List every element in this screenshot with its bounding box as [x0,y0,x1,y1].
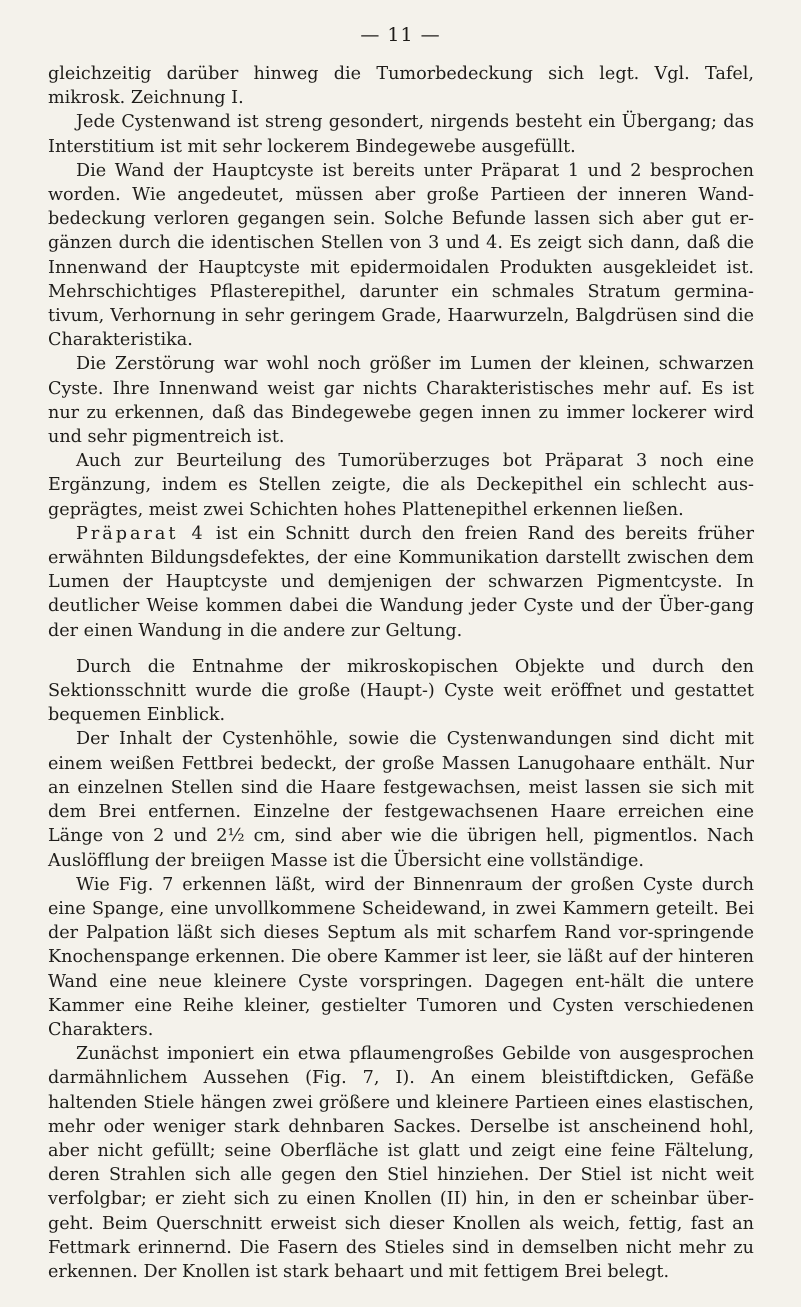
page-number: — 11 — [360,24,441,46]
paragraph-1: gleichzeitig darüber hinweg die Tumorbedeckung sich legt. Vgl. Tafel, mikrosk. Zeichnung I. [48,64,754,109]
paragraph-7: Durch die Entnahme der mikroskopischen Objekte und durch den Sektionsschnitt wurde die große (Haupt-) Cyste weit eröffnet und gestattet bequemen Einblick. [48,656,754,726]
paragraph-3: Die Wand der Hauptcyste ist bereits unter Präparat 1 und 2 besprochen worden. Wie angedeutet, müssen aber große Partieen der inneren Wand-bedeckung verloren gegangen sein. Solche Befunde lassen sich aber gut er-gänzen durch die identischen Stellen von 3 und 4. Es zeigt sich dann, daß die Innenwand der Hauptcyste mit epidermoidalen Produkten ausgekleidet ist. Mehrschichtiges Pflasterepithel, darunter ein schmales Stratum germina-tivum, Verhornung in sehr geringem Grade, Haarwurzeln, Balgdrüsen sind die Charakteristika. [48,160,754,351]
body-text [48,62,754,1284]
paragraph-9: Wie Fig. 7 erkennen läßt, wird der Binnenraum der großen Cyste durch eine Spange, eine unvollkommene Scheidewand, in zwei Kammern geteilt. Bei der Palpation läßt sich dieses Septum als mit scharfem Rand vor-springende Knochenspange erkennen. Die obere Kammer ist leer, sie läßt auf der hinteren Wand eine neue kleinere Cyste vorspringen. Dagegen ent-hält die untere Kammer eine Reihe kleiner, gestielter Tumoren und Cysten verschiedenen Charakters. [48,874,754,1040]
paragraph-5: Auch zur Beurteilung des Tumorüberzuges bot Präparat 3 noch eine Ergänzung, indem es Stellen zeigte, die als Deckepithel ein schlecht aus-geprägtes, meist zwei Schichten hohes Plattenepithel erkennen ließen. [48,451,754,520]
paragraph-6 [48,522,754,643]
paragraph-6-text: ist ein Schnitt durch den freien Rand des bereits früher erwähnten Bildungsdefektes, der eine Kommunikation darstellt zwischen dem Lumen der Hauptcyste und demjenigen der schwarzen Pigmentcyste. In deutlicher Weise kommen dabei die Wandung jeder Cyste und der Über-gang der einen Wandung in die andere zur Geltung. [48,523,755,641]
paragraph-4: Die Zerstörung war wohl noch größer im Lumen der kleinen, schwarzen Cyste. Ihre Innenwand weist gar nichts Charakteristisches mehr auf. Es ist nur zu erkennen, daß das Bindegewebe gegen innen zu immer lockerer wird und sehr pigmentreich ist. [48,354,754,448]
paragraph-8: Der Inhalt der Cystenhöhle, sowie die Cystenwandungen sind dicht mit einem weißen Fettbrei bedeckt, der große Massen Lanugohaare enthält. Nur an einzelnen Stellen sind die Haare festgewachsen, meist lassen sie sich mit dem Brei entfernen. Einzelne der festgewachsenen Haare erreichen eine Länge von 2 und 2½ cm, sind aber wie die übrigen hell, pigmentlos. Nach Auslöfflung der breiigen Masse ist die Übersicht eine vollständige. [48,729,754,871]
paragraph-2: Jede Cystenwand ist streng gesondert, nirgends besteht ein Übergang; das Interstitium ist mit sehr lockerem Bindegewebe ausgefüllt. [48,112,754,157]
specimen-label: Präparat 4 [76,523,206,544]
paragraph-10: Zunächst imponiert ein etwa pflaumengroßes Gebilde von ausgesprochen darmähnlichem Aussehen (Fig. 7, I). An einem bleistiftdicken, Gefäße haltenden Stiele hängen zwei größere und kleinere Partieen eines elastischen, mehr oder weniger stark dehnbaren Sackes. Derselbe ist anscheinend hohl, aber nicht gefüllt; seine Oberfläche ist glatt und zeigt eine feine Fältelung, deren Strahlen sich alle gegen den Stiel hinziehen. Der Stiel ist nicht weit verfolgbar; er zieht sich zu einen Knollen (II) hin, in den er scheinbar über-geht. Beim Querschnitt erweist sich dieser Knollen als weich, fettig, fast an Fettmark erinnernd. Die Fasern des Stieles sind in demselben nicht mehr zu erkennen. Der Knollen ist stark behaart und mit fettigem Brei belegt. [48,1044,754,1282]
